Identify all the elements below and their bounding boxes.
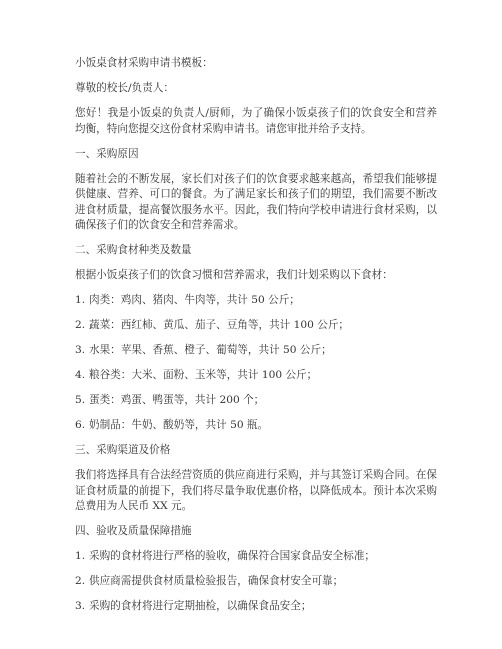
section-heading-channel: 三、采购渠道及价格 xyxy=(75,444,171,456)
list-item: 1. 肉类：鸡肉、猪肉、牛肉等，共计 50 公斤； xyxy=(75,294,300,306)
reason-paragraph: 随着社会的不断发展，家长们对孩子们的饮食要求越来越高，希望我们能够提供健康、营养、可口的餐食。为了满足家长和孩子们的期望，我们需要不断改进食材质量，提高餐饮服务水平。因此，我们特向学校申请进行食材采购，以确保孩子们的饮食安全和营养需求。 xyxy=(75,172,437,231)
list-item: 5. 蛋类：鸡蛋、鸭蛋等，共计 200 个； xyxy=(75,394,265,406)
channel-paragraph: 我们将选择具有合法经营资质的供应商进行采购，并与其签订采购合同。在保证食材质量的前提下，我们将尽量争取优惠价格，以降低成本。预计本次采购总费用为人民币 XX 元。 xyxy=(75,469,437,512)
list-item: 6. 奶制品：牛奶、酸奶等，共计 50 瓶。 xyxy=(75,419,269,431)
section-heading-items: 二、采购食材种类及数量 xyxy=(75,244,192,256)
salutation: 尊敬的校长/负责人： xyxy=(75,82,174,94)
list-item: 4. 粮谷类：大米、面粉、玉米等，共计 100 公斤； xyxy=(75,369,318,381)
list-item: 2. 供应商需提供食材质量检验报告，确保食材安全可靠； xyxy=(75,575,344,587)
document-body xyxy=(75,56,437,624)
section-heading-reason: 一、采购原因 xyxy=(75,147,139,160)
document-title: 小饭桌食材采购申请书模板： xyxy=(75,57,213,69)
list-item: 3. 水果：苹果、香蕉、橙子、葡萄等，共计 50 公斤； xyxy=(75,344,332,356)
list-item: 2. 蔬菜：西红柿、黄瓜、茄子、豆角等，共计 100 公斤； xyxy=(75,319,350,331)
food-item-list xyxy=(75,293,437,434)
list-item: 3. 采购的食材将进行定期抽检，以确保食品安全； xyxy=(75,600,312,612)
items-lead-paragraph: 根据小饭桌孩子们的饮食习惯和营养需求，我们计划采购以下食材： xyxy=(75,269,393,281)
list-item: 1. 采购的食材将进行严格的验收，确保符合国家食品安全标准； xyxy=(75,550,376,562)
intro-paragraph: 您好！我是小饭桌的负责人/厨师，为了确保小饭桌孩子们的饮食安全和营养均衡，特向您提交这份食材采购申请书。请您审批并给予支持。 xyxy=(75,107,437,135)
section-heading-acceptance: 四、验收及质量保障措施 xyxy=(75,525,192,537)
acceptance-list xyxy=(75,549,437,615)
